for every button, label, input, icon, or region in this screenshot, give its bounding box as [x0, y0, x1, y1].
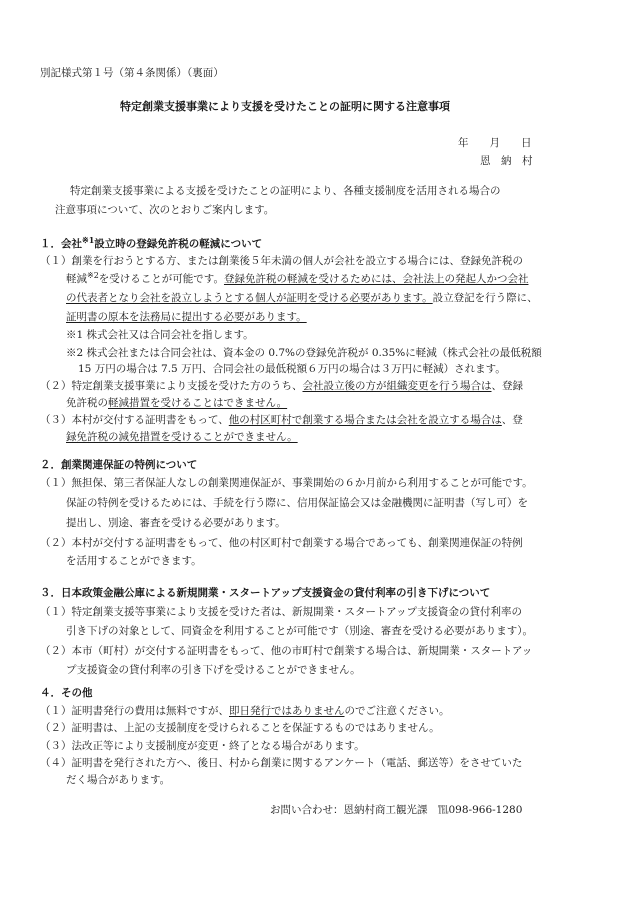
s1-item3-line2: 録免許税の減免措置を受けることができません。 [66, 431, 298, 443]
s4-item1-underlined: 即日発行ではありません [229, 705, 345, 717]
s1-item2-text: 、登録 [491, 380, 523, 392]
footnote-mark-1: ※1 [82, 235, 95, 245]
form-reference: 別記様式第１号（第４条関係）（裏面） [40, 67, 224, 79]
issuer-name: 恩 納 村 [480, 155, 533, 167]
section-4-heading: ４．その他 [40, 687, 93, 699]
s1-item3-text: （３）本村が交付する証明書をもって、 [40, 414, 229, 426]
s4-item4-line2: だく場合があります。 [66, 774, 171, 786]
section-1-heading-rest: 設立時の登録免許税の軽減について [94, 238, 263, 250]
s1-item1-line3 [66, 292, 538, 305]
s4-item1-text: のでご注意ください。 [344, 705, 450, 717]
s3-item1-line2: 引き下げの対象として、同資金を利用することが可能です（別途、審査を受ける必要があります）。 [66, 625, 534, 637]
note-1: ※1 株式会社又は合同会社を指します。 [66, 329, 254, 341]
intro-line-1: 特定創業支援事業による支援を受けたことの証明により、各種支援制度を活用される場合の [70, 185, 501, 197]
s2-item2-line2: を活用することができます。 [66, 555, 202, 567]
s3-item2-line1: （２）本市（町村）が交付する証明書をもって、他の市町村で創業する場合は、新規開業・スタートアッ [40, 645, 533, 657]
intro-line-2: 注意事項について、次のとおりご案内します。 [55, 204, 275, 216]
s4-item4-line1: （４）証明書を発行された方へ、後日、村から創業に関するアンケート（電話、郵送等）をさせていた [40, 757, 523, 769]
s1-item1-line2 [66, 273, 528, 286]
s1-item3-text: 、登 [501, 414, 523, 426]
s1-item2-line1 [40, 380, 523, 393]
document-title: 特定創業支援事業により支援を受けたことの証明に関する注意事項 [120, 100, 450, 113]
s1-item1-text: 軽減 [66, 273, 87, 285]
s1-item1-text: 設立登記を行う際に、 [432, 292, 538, 304]
s1-item1-line1: （１）創業を行おうとする方、または創業後５年未満の個人が会社を設立する場合には、登録免許税の [40, 255, 523, 267]
s4-item2: （２）証明書は、上記の支援制度を受けられることを保証するものではありません。 [40, 722, 440, 734]
s1-item1-underlined: 登録免許税の軽減を受けるためには、会社法上の発起人かつ会社 [223, 273, 529, 285]
contact-info: お問い合わせ：恩納村商工観光課 ℡098-966-1280 [270, 804, 523, 816]
s2-item1-line3: 提出し、別途、審査を受ける必要があります。 [66, 517, 286, 529]
s4-item1-text: （１）証明書発行の費用は無料ですが、 [40, 705, 229, 717]
s4-item1 [40, 705, 450, 718]
section-3-heading: ３．日本政策金融公庫による新規開業・スタートアップ支援資金の貸付利率の引き下げについて [40, 587, 491, 599]
note-2-line1: ※2 株式会社または合同会社は、資本金の 0.7%の登録免許税が 0.35%に軽減（株式会社の最低税額 [66, 347, 542, 359]
s3-item1-line1: （１）特定創業支援等事業により支援を受けた者は、新規開業・スタートアップ支援資金の貸付利率の [40, 606, 522, 618]
s1-item2-text: 免許税の [66, 397, 108, 409]
section-1-heading [40, 235, 263, 251]
s2-item1-line1: （１）無担保、第三者保証人なしの創業関連保証が、事業開始の６か月前から利用することが可能です。 [40, 477, 533, 489]
s4-item3: （３）法改正等により支援制度が変更・終了となる場合があります。 [40, 740, 365, 752]
date-line: 年 月 日 [458, 137, 532, 149]
s1-item2-line2 [66, 397, 287, 410]
s1-item2-underlined: 会社設立後の方が組織変更を行う場合は [302, 380, 492, 392]
s1-item1-underlined: の代表者となり会社を設立しようとする個人が証明を受ける必要があります。 [66, 292, 433, 304]
s1-item1-line4: 証明書の原本を法務局に提出する必要があります。 [66, 311, 307, 323]
footnote-mark-2: ※2 [87, 271, 99, 280]
s1-item2-text: （２）特定創業支援事業により支援を受けた方のうち、 [40, 380, 303, 392]
section-1-heading-text: １．会社 [40, 238, 82, 250]
section-2-heading: ２．創業関連保証の特例について [40, 459, 198, 471]
note-2-line2: 15 万円の場合は 7.5 万円、合同会社の最低税額６万円の場合は３万円に軽減）されます。 [78, 363, 506, 375]
s3-item2-line2: プ支援資金の貸付利率の引き下げを受けることができません。 [66, 664, 361, 676]
s1-item1-text: を受けることが可能です。 [98, 273, 224, 285]
s1-item3-line1 [40, 414, 523, 427]
s1-item2-underlined: 軽減措置を受けることはできません。 [108, 397, 288, 409]
s2-item1-line2: 保証の特例を受けるためには、手続を行う際に、信用保証協会又は金融機関に証明書（写し可）を [66, 497, 528, 509]
s1-item3-underlined: 他の村区町村で創業する場合または会社を設立する場合は [228, 414, 502, 426]
s2-item2-line1: （２）本村が交付する証明書をもって、他の村区町村で創業する場合であっても、創業関連保証の特例 [40, 537, 523, 549]
